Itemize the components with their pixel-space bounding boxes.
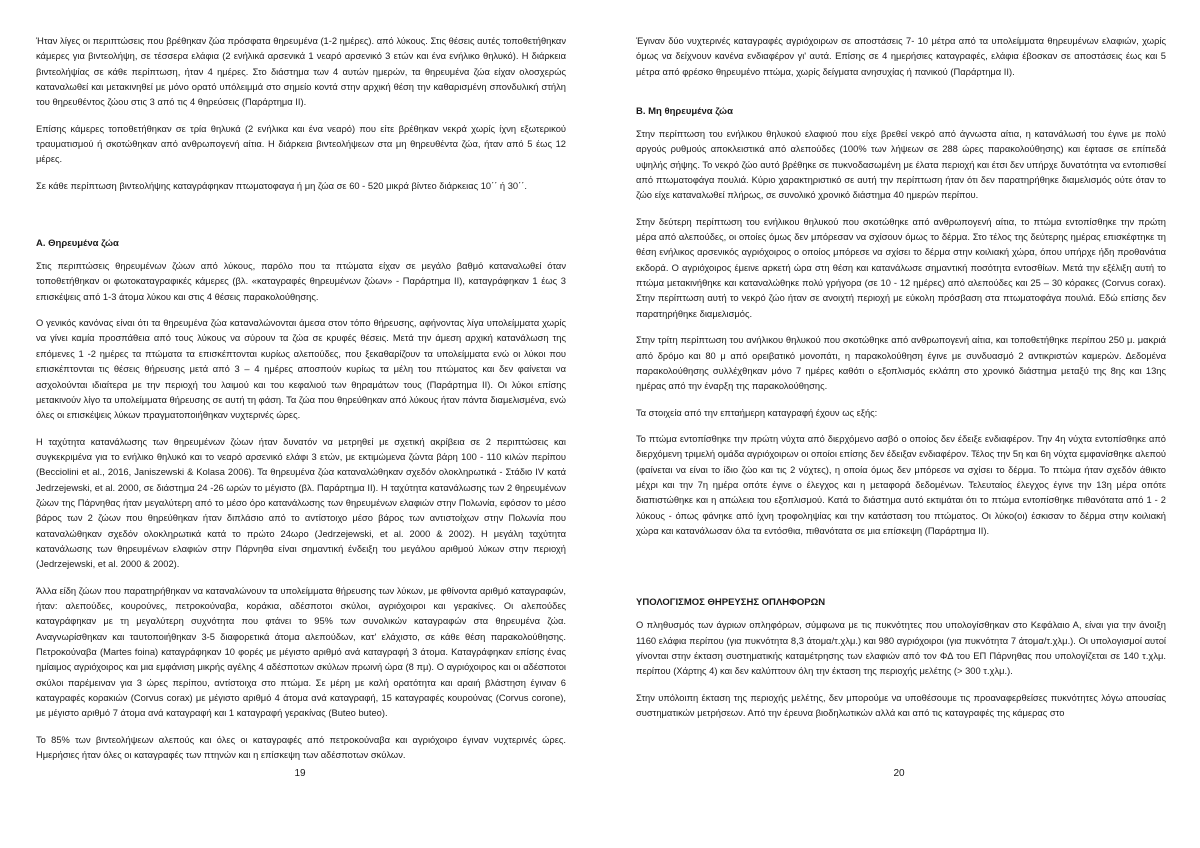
paragraph: Στην υπόλοιπη έκταση της περιοχής μελέτης, δεν μπορούμε να υποθέσουμε τις προαναφερθείσες πυκνότητες λόγω απουσίας συστηματικών μετρήσεων. Από την έρευνα βιοδηλωτικών αλλά και από τις καταγραφές της κάμερας στο — [636, 692, 1166, 718]
paragraph: Στην δεύτερη περίπτωση του ενήλικου θηλυκού που σκοτώθηκε από ανθρωπογενή αίτια, το πτώμα εντοπίσθηκε την πρώτη μέρα από αλεπούδες, οι οποίες όμως δεν μπόρεσαν να σχίσουν όμως το δέρμα. Στο τέλος της δεύτερης ημέρας επισκέφτηκε τη θέση ενήλικος αρσενικός αγριόχοιρος ο οποίος μπόρεσε να σχίσει το δέρμα στην κοιλιακή χώρα, όπου υπήρχε ήδη προθανάτια εκδορά. Ο αγριόχοιρος έμεινε αρκετή ώρα στη θέση και κατανάλωσε σημαντική ποσότητα εντοσθίων. Μετά την εξέλιξη αυτή το πτώμα μετακινήθηκε και καταναλώθηκε πολύ γρήγορα (σε 10 - 12 ημέρες) από αλεπούδες και 25 – 30 κόρακες (Corvus corax). Στην περίπτωση αυτή το νεκρό ζώο ήταν σε ανοιχτή περιοχή με εύκολη πρόσβαση στα πτωματοφάγα πουλιά. Εδώ επίσης δεν παρατηρήθηκε διαμελισμός. — [636, 216, 1166, 319]
paragraph: Έγιναν δύο νυχτερινές καταγραφές αγριόχοιρων σε αποστάσεις 7- 10 μέτρα από τα υπολείμματα θηρευμένων ελαφιών, χωρίς όμως να δείχνουν κανένα ενδιαφέρον γι' αυτά. Επίσης σε 4 ημερήσιες καταγραφές, ελάφια έβοσκαν σε αποστάσεις έως και 5 μέτρα από φρέσκο θηρευμένο πτώμα, χωρίς δείγματα ανησυχίας ή πανικού (Παράρτημα ΙΙ). — [636, 36, 1166, 77]
spacer — [636, 550, 1166, 596]
paragraph: Το 85% των βιντεολήψεων αλεπούς και όλες οι καταγραφές από πετροκούναβα και αγριόχοιρο έγιναν νυχτερινές ώρες. Ημερήσιες ήταν όλες οι καταγραφές των πτηνών και η επίσκεψη των αδέσποτων σκύλων. — [36, 734, 566, 761]
paragraph: Στην τρίτη περίπτωση του ανήλικου θηλυκού που σκοτώθηκε από ανθρωπογενή αίτια, και τοποθετήθηκε περίπου 250 μ. μακριά από δρόμο και 80 μ από ορειβατικό μονοπάτι, η παρακολούθηση έγινε με συνδυασμό 2 αντικριστών καμερών. Δεδομένα παρακολούθησης συλλέχθηκαν μόνο 7 ημέρες καθότι ο εξοπλισμός εκλάπη στο χρονικό διάστημα μεταξύ της 8ης και 13ης ημέρας από την έναρξη της παρακολούθησης. — [636, 335, 1166, 392]
spacer — [36, 205, 566, 237]
page-number-left: 19 — [294, 768, 306, 779]
paragraph: Άλλα είδη ζώων που παρατηρήθηκαν να καταναλώνουν τα υπολείμματα θήρευσης των λύκων, με φθίνοντα αριθμό καταγραφών, ήταν: αλεπούδες, κουρούνες, πετροκούναβα, κοράκια, αδέσποτοι σκύλοι, αγριόχοιροι και γερακίνες. Οι αλεπούδες καταγράφηκαν με τη μεγαλύτερη συχνότητα που φτάνει το 95% των συνολικών καταγραφών στα θηρευμένα ζώα. Αναγνωρίσθηκαν και ταυτοποιήθηκαν 3-5 διαφορετικά άτομα αλεπούδων, κατ' ελάχιστο, σε κάθε θέση παρακολούθησης. Πετροκούναβα (Martes foina) καταγράφηκαν 10 φορές με μέγιστο αριθμό ανά καταγραφή 3 άτομα. Καταγράφηκαν επίσης ένας ημίαιμος αγριόχοιρος και μια εμφάνιση μικρής αγέλης 4 αδέσποτων σκύλων πρωινή ώρα (8 πμ). Ο αγριόχοιρος και οι αδέσποτοι σκύλοι παρέμειναν για 3 ώρες περίπου, αντίστοιχα στο πτώμα. Σε μέρη με καλή ορατότητα και αραιή βλάστηση έγιναν 6 καταγραφές κορακιών (Corvus corax) με μέγιστο αριθμό 4 άτομα ανά καταγραφή, 15 καταγραφές κουρούνας (Corvus corone), με μέγιστο αριθμό 7 άτομα ανά καταγραφή και 1 καταγραφή γερακίνας (Buteo buteo). — [36, 585, 566, 719]
left-page — [36, 34, 566, 774]
paragraph: Στις περιπτώσεις θηρευμένων ζώων από λύκους, παρόλο που τα πτώματα είχαν σε μεγάλο βαθμό καταναλωθεί όταν τοποθετήθηκαν οι φωτοκαταγραφικές κάμερες (βλ. «καταγραφές θηρευμένων ζώων» - Παράρτημα ΙΙ), καταγράφηκαν 1 έως 3 επισκέψεις από 1-3 άτομα λύκου και στις 4 θέσεις παρακολούθησης. — [36, 261, 566, 302]
paragraph: Ο πληθυσμός των άγριων οπληφόρων, σύμφωνα με τις πυκνότητες που υπολογίσθηκαν στο Κεφάλαιο Α, είναι για την άνοιξη 1160 ελάφια περίπου (για πυκνότητα 8,3 άτομα/τ.χλμ.) και 980 αγριόχοιροι (για πυκνότητα 7 άτομα/τ.χλμ.). Οι υπολογισμοί αυτοί γίνονται στην έκταση συστηματικής καταμέτρησης των ελαφιών από τον ΦΔ του ΕΠ Πάρνηθας που υπολογίζεται σε 140 τ.χλμ. περίπου (Χάρτης 4) και δεν καλύπτουν όλη την έκταση της περιοχής μελέτης (> 300 τ.χλμ.). — [636, 620, 1166, 677]
section-heading-c: ΥΠΟΛΟΓΙΣΜΟΣ ΘΗΡΕΥΣΗΣ ΟΠΛΗΦΟΡΩΝ — [636, 597, 826, 609]
right-page — [636, 34, 1166, 732]
spacer — [636, 91, 1166, 105]
section-heading-b: Β. Μη θηρευμένα ζώα — [636, 106, 733, 118]
section-heading-a: Α. Θηρευμένα ζώα — [36, 238, 119, 250]
paragraph: Τα στοιχεία από την επταήμερη καταγραφή έχουν ως εξής: — [636, 407, 878, 418]
page-number-right: 20 — [893, 768, 905, 779]
paragraph: Ο γενικός κανόνας είναι ότι τα θηρευμένα ζώα καταναλώνονται άμεσα στον τόπο θήρευσης, αφήνοντας λίγα υπολείμματα χωρίς να γίνει καμία προσπάθεια από τους λύκους να σύρουν τα ζώα σε κρυφές θέσεις. Μετά την άμεση αρχική κατανάλωση της επόμενες 1 -2 ημέρες τα πτώματα τα επισκέπτονται κυρίως αλεπούδες, που ξεκαθαρίζουν τα υπολείμματα ενώ οι λύκοι που επισκέπτονται τις θέσεις θήρευσης μετά από 3 – 4 ημέρες αποσπούν κυρίως τα μέλη του πτώματος και δεν φαίνεται να ασχολούνται ιδιαίτερα με την περιοχή του λαιμού και του κεφαλιού των θηραμάτων τους (Παράρτημα ΙΙ). Οι λύκοι επίσης μετακινούν λίγο τα υπολείμματα θήρευσης σε αυτή τη φάση. Τα ζώα που θηρεύθηκαν από λύκους ήταν πάντα διαμελισμένα, ενώ όλες οι επισκέψεις λύκων πραγματοποιήθηκαν νυχτερινές ώρες. — [36, 318, 566, 421]
paragraph: Σε κάθε περίπτωση βιντεολήψης καταγράφηκαν πτωματοφαγα ή μη ζώα σε 60 - 520 μικρά βίντεο διάρκειας 10΄΄ ή 30΄΄. — [36, 180, 527, 191]
paragraph: Το πτώμα εντοπίσθηκε την πρώτη νύχτα από διερχόμενο ασβό ο οποίος δεν έδειξε ενδιαφέρον. Την 4η νύχτα εντοπίσθηκε από διερχόμενη τριμελή ομάδα αγριόχοιρων οι οποίοι επίσης δεν έδειξαν ενδιαφέρον. Τέλος την 5η και 6η νύχτα εμφανίσθηκε αλεπού (φαίνεται να είναι το ίδιο ζώο και τις 2 νύχτες), η οποία όμως δεν μπόρεσε να σχίσει το δέρμα. Το πτώμα ήταν σχεδόν άθικτο μέχρι και την 7η ημέρα οπότε έγινε ο έλεγχος και η μεταφορά δεδομένων. Τελευταίος έλεγχος έγινε την 13η μέρα οπότε διαπιστώθηκε και η απώλεια του εξοπλισμού. Κατά το διάστημα αυτό εκτιμάται ότι το πτώμα εντοπίσθηκε πιθανότατα από 1 - 2 λύκους - όπως φάνηκε από ίχνη τροφοληψίας και την κατάσταση του πτώματος. Οι λύκο(οι) έσκισαν το δέρμα στην κοιλιακή χώρα και κατανάλωσαν όλα τα εντόσθια, πιθανότατα σε μια επίσκεψη (Παράρτημα ΙΙ). — [636, 433, 1166, 536]
paragraph: Επίσης κάμερες τοποθετήθηκαν σε τρία θηλυκά (2 ενήλικα και ένα νεαρό) που είτε βρέθηκαν νεκρά χωρίς ίχνη εξωτερικού τραυματισμού ή σκοτώθηκαν από ανθρωπογενή αίτια. Η διάρκεια βιντεολήψεων στα μη θηρευθέντα ζώα, ήταν από 5 έως 12 μέρες. — [36, 123, 566, 165]
paragraph: Ήταν λίγες οι περιπτώσεις που βρέθηκαν ζώα πρόσφατα θηρευμένα (1-2 ημέρες). από λύκους. Στις θέσεις αυτές τοποθετήθηκαν κάμερες για βιντεολήψη, σε τέσσερα ελάφια (2 ενήλικά αρσενικά 1 νεαρό αρσενικό 3 ετών και ένα ενήλικο θηλυκό). Η διάρκεια βιντεολήψίας σε κάθε περίπτωση, ήταν 4 ημέρες. Στο διάστημα των 4 αυτών ημερών, τα θηρευμένα ζώα είχαν ολοσχερώς καταναλωθεί και μετακινηθεί με μόνο ορατό υπόλειμμά στο σημείο κοντά στην αρχική θέση την καθαρισμένη σπονδυλική στήλη του θηρευθέντος ζώου στις 3 από τις 4 θηρεύσεις (Παράρτημα ΙΙ). — [36, 36, 566, 108]
paragraph: Η ταχύτητα κατανάλωσης των θηρευμένων ζώων ήταν δυνατόν να μετρηθεί με σχετική ακρίβεια σε 2 περιπτώσεις και συγκεκριμένα για το ενήλικο θηλυκό και το νεαρό αρσενικό ελάφι 3 ετών, με εκτιμώμενα ζώντα βάρη 100 - 110 κιλών περίπου (Becciolini et al., 2016, Janiszewski & Kolasa 2006). Τα θηρευμένα ζώα καταναλώθηκαν σχεδόν ολοκληρωτικά - Στάδιο IV κατά Jedrzejewski, et al. 2000, σε διάστημα 24 -26 ωρών το μέγιστο (βλ. Παράρτημα ΙΙ). Η ταχύτητα κατανάλωσης των 2 θηρευμένων ζώων της Πάρνηθας ήταν μεγαλύτερη από το μέσο όρο κατανάλωσης των θηρευμένων ελαφιών στην Πολωνία, εφόσον το μέσο βάρος των 2 ζώων που θηρεύθηκαν ήταν διπλάσιο από το αντίστοιχο μέσο βάρος των αντιστοίχων στην Πολωνία που καταναλώθηκαν σχεδόν ολοκληρωτικά κατά το πρώτο 24ωρο (Jedrzejewski, et al. 2000 & 2002). Η μεγάλη ταχύτητα κατανάλωσης των θηρευμένων ελαφιών στην Πάρνηθα είναι σημαντική ένδειξη του μεγάλου αριθμού λύκων στην περιοχή (Jedrzejewski, et al. 2000 & 2002). — [36, 436, 566, 570]
paragraph: Στην περίπτωση του ενήλικου θηλυκού ελαφιού που είχε βρεθεί νεκρό από άγνωστα αίτια, η κατανάλωσή του έγινε με πολύ αργούς ρυθμούς αποκλειστικά από αλεπούδες (100% των λήψεων σε 288 ώρες παρακολούθησης) και έφτασε σε επίπεδά υψηλής σήψης. Το νεκρό ζώο αυτό βρέθηκε σε πυκνοδασωμένη με έλατα περιοχή και έτσι δεν υπήρχε δυνατότητα να εντοπισθεί από πτωματοφάγα πουλιά. Κύριο χαρακτηριστικό σε αυτή την περίπτωση ήταν ότι δεν παρατηρήθηκε διαμελισμός ούτε όταν το ζώο είχε καταναλωθεί πλήρως, σε συνολικό χρονικό διάστημα 40 ημερών περίπου. — [636, 129, 1166, 201]
